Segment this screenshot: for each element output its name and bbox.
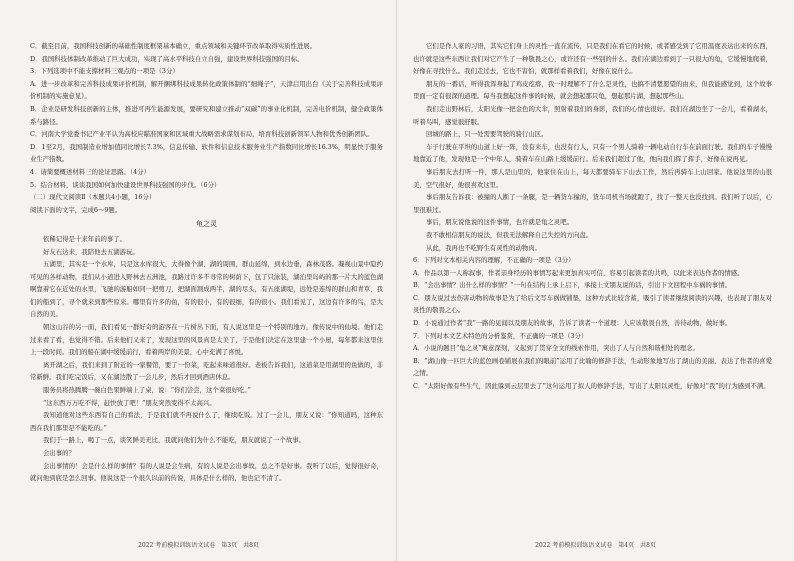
right-page-paragraph: 车子行驶在平坦的山道上好一阵，没有来车，也没有行人，只有一个男人骑着一辆电动自行车在前面行驶。我们的车子慢慢地靠近了他，发现他是一个中年人，骑着车在山路上缓缓前行。后来我们超过了他，他向我们挥了挥手，好像在说再见。 (413, 142, 772, 164)
left-page-paragraph: 龟之灵 (196, 220, 217, 229)
left-page-paragraph: 好友石达来，我陪他去五湖游玩。 (43, 247, 139, 256)
left-page-paragraph: 朝这山谷的另一面，我们看见一群好奇的游客在一片树丛下面，有人说这里是一个特别的地方，像传说中的仙境。他们走过来看了看，也觉得不错。后来他们又来了，发现这里的风景真是太美了，于是他们决定在这里建一个小屋，每年都来这里住上一段时间。我们的船在湖中缓缓前行，看着两岸的美景，心中充满了喜悦。 (30, 323, 383, 357)
right-page-paragraph: 朋友的一番话，听得我浑身起了鸡皮疙瘩，我一时理解不了什么是灵性，也搞不清楚愿望的由来，但我能感觉到，这个故事里面一定有很深的道理。每当我想起这件事的时候，就会想起那只龟，想起那片湖，想起那些山。 (413, 79, 772, 101)
left-page-footer: 2022 考前模拟训练语文试卷 第3页 共8页 (138, 542, 259, 549)
left-page-paragraph: 我们于一路上，喝了一点，谈笑鲜美无比，我就问他们为什么不能吃，朋友就说了一个故事。 (43, 436, 306, 445)
left-page-paragraph: 会出事的？ (43, 449, 75, 457)
right-page-paragraph: C．“太阳好像有些生气，因此躲到云层里去了”这句运用了拟人的修辞手法，写出了太阳以灵性，好像对“我”的行为感到不满。 (413, 382, 770, 391)
left-page-paragraph: 3．下列选项中不能支撑材料三观点的一项是（3分） (30, 67, 179, 76)
right-page-paragraph: A．作品以第一人称叙事，作者亲身经历的事情写起来更加真实可信，容易引起读者的共鸣，以此来表达作者的情感。 (413, 268, 744, 277)
right-page-paragraph: 我不敢相信朋友的说法，但我无法解释自己失控的方向盘。 (426, 230, 593, 239)
left-page-paragraph: 会出事情的！会是什么样的事情？有的人说是会生病，有的人说是会出事故，总之不是好事。我听了以后，觉得很好奇，就问他到底是怎么回事。他说这是一个很久以前的传说，具体是什么样的，他也记不清了。 (30, 461, 383, 483)
right-page-paragraph: 7．下列对本文艺术特色的分析鉴赏，不正确的一项是（3分） (413, 331, 588, 340)
left-page-paragraph: D．我国科技体制改革推动了巨大成功，实现了高水平科技自立自强，建设世界科技强国的目标。 (30, 54, 304, 63)
left-page-paragraph: 我知道他对这些东西有自己的看法，于是我们就不再说什么了，继续吃饭。过了一会儿，朋友又说：“你知道吗，这种东西在我们那里是不能吃的。” (30, 411, 383, 432)
left-page-paragraph: 离开湖之后，我们来到了附近的一家餐馆，要了一份菜，吃起来味道很好。老板告诉我们，这道菜是用湖里的鱼做的，非常新鲜。我们吃完饭后，又在湖边散了一会儿步，然后才回到酒店休息。 (30, 360, 383, 382)
right-page-paragraph: 我们走出野林后，太阳光像一把金色的大伞，照射着我们的身影，我们的心情也很好。我们在湖边坐了一会儿，看着湖水，听着鸟叫，感觉很舒服。 (413, 104, 772, 126)
right-page-paragraph: D．小说通过作者“我”一路的见闻以及朋友的故事，告诉了读者一个道理：人应该敬畏自然，善待动物，做好事。 (413, 319, 732, 328)
right-page-paragraph: 6．下列对文本相关内容的理解，不正确的一项是（3分） (413, 256, 575, 265)
left-page-paragraph: 5．结合材料，谈谈我国如何加快建设世界科技强国的步伐。（6分） (30, 180, 221, 189)
left-page-paragraph: B．企业是研发科技创新的主体，推进可再生能源发展，要研究和建立推动“双碳”的事业化机制，完善电价机制，健全政策体系与路径。 (30, 104, 383, 126)
left-page-paragraph: C．截至目前，我国科技创新的基础性制度框架基本确立，重点领域和关键环节改革取得实质性进展。 (30, 42, 317, 50)
right-page-paragraph: 回城的路上，只一处需要驾驶的骑行山区。 (426, 130, 548, 139)
left-page-paragraph: 4．请简要概述材料三的论证思路。（4分） (30, 167, 150, 176)
left-page-paragraph: 五湖里，其实是一个水库，只是这水库很大，大得像个湖，湖的周围，群山延绵，到水边垂，森林茂盛。凝视山景中隐约可见的各样动物，我们从小道进入野林去五洲池，我路过许多不寻常的树荫下，包了只泳装，湖泊里岛屿的那一片大的蓝色湖啊靠着它在近处的水里，飞驰的游船如同一把剪刀，把湖面割成两半，湖的尽头，有五座湖堤，远处是连绵的群山和青草，我们的船到了，寻个就来到那些原来。哪里有许多的鱼，有的很小，有的很细，有的很小。我们看见了，这边有许多的鸟，是大自然的美。 (30, 260, 383, 319)
right-page-paragraph: 它们是作人家的习语，其实它们身上的灵性一直在流传，只是我们在看它的时候，或者感受到了它用温度表达出来的东西，也许就是这些东西让我们对它产生了一种敬畏之心，或许还有一些别的什么。我们在湖边看到了一只很大的龟，它缓慢地爬着，好像在寻找什么。我们走过去，它也不害怕，就那样看着我们，好像在说什么。 (413, 42, 772, 76)
right-page (397, 0, 794, 561)
right-page-paragraph: C．朋友说过去伤害动物的故事是为了给后文写车祸做铺垫，这种方式比较含蓄，吸引了读者继续阅读的兴趣，也表现了朋友对灵性的敬畏之心。 (413, 293, 772, 315)
left-page-paragraph: A．进一步改革和完善科技成果评价机制，解开捆绑科技成果转化政策体制的“细绳子”，天津启用出台《关于完善科技成果评价机制的实施意见》。 (30, 79, 383, 101)
left-page-paragraph: 服务员将热腾腾一碗白色果鲜端上了桌，说：“你们尝尝，这个菜很好吃。” (43, 386, 251, 395)
left-page-paragraph: C．河南大学党委书记产业平认为高校应瞄准国家和区域重大战略需求谋划布局，培育科技创新领军人物和优秀创新团队。 (30, 130, 374, 139)
right-page-paragraph: B．“会出事情？出什么样的事情？”一句在结构上承上启下，承接上文朋友说的话，引出下文回程中车祸的事情。 (413, 281, 731, 290)
left-page-paragraph: 阅读下面的文字，完成6～9题。 (30, 205, 122, 214)
right-page-paragraph: B．“湖山像一匹巨大的蓝色画卷铺展在我们的眼前”运用了比喻的修辞手法，生动形象地写出了湖山的美丽，表达了作者的喜爱之情。 (413, 356, 772, 378)
right-page-paragraph: 事后，朋友说他说的这件事情，也许就是龟之灵吧。 (426, 218, 573, 227)
right-page-paragraph: 从此，我再也不吃野生有灵性的动物肉。 (426, 243, 542, 252)
right-page-paragraph: A．小说的题目“龟之灵”寓意深刻，又起到了贯穿全文的线索作用，突出了人与自然和谐相处的理念。 (413, 344, 699, 353)
right-page-paragraph: 事后朋友告诉我：被撞的人断了一条腿，是一辆货车撞的，货车司机当场就跑了，找了一整天也没找到。我们听了以后，心里很难过。 (413, 193, 772, 214)
right-page-paragraph: 事后朋友去打听一件，那人是山里的，他家住在山上，每天都要骑车下山去工作，然后再骑车上山回家。他说这里的山很美，空气很好，他很喜欢这里。 (413, 167, 772, 189)
left-page-paragraph: D．1至2月，我国制造业增加值同比增长7.3%，信息传输、软件和信息技术服务业生产指数同比增长16.3%，明显快于服务业生产指数。 (30, 142, 383, 164)
left-page-paragraph: “这东西万万吃不得，赶快放了吧！”朋友突然变得不太高兴。 (43, 398, 216, 407)
left-page-paragraph: 依稀记得是十来年前的事了。 (43, 234, 127, 243)
right-page-footer: 2022 考前模拟训练语文试卷 第4页 共8页 (535, 542, 656, 549)
left-page-paragraph: （二）现代文阅读Ⅱ（本题共4小题，16分） (30, 193, 156, 202)
